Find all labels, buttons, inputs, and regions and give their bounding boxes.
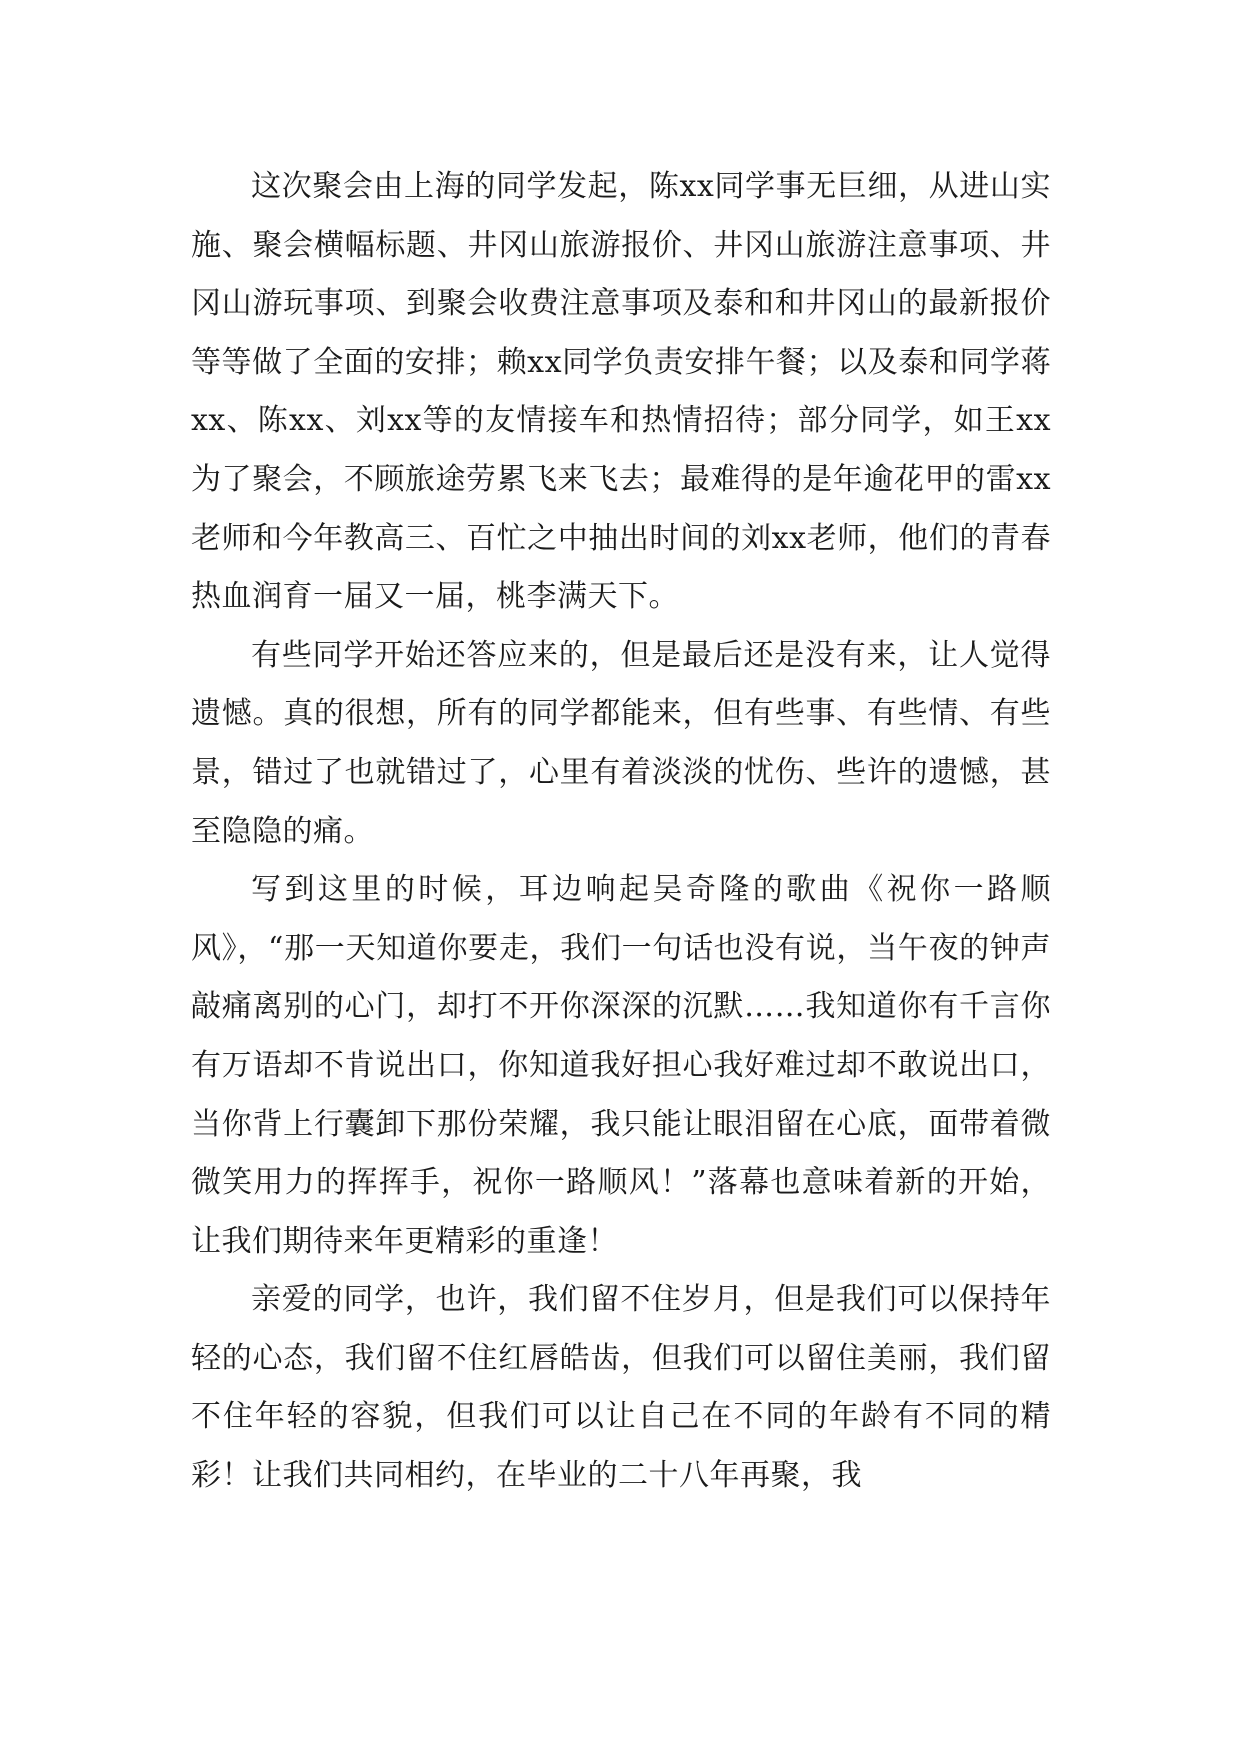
paragraph-organizers: 这次聚会由上海的同学发起，陈xx同学事无巨细，从进山实施、聚会横幅标题、井冈山旅游报价、井冈山旅游注意事项、井冈山游玩事项、到聚会收费注意事项及泰和和井冈山的最新报价等等做了全面的安排；赖xx同学负责安排午餐；以及泰和同学蒋xx、陈xx、刘xx等的友情接车和热情招待；部分同学，如王xx为了聚会，不顾旅途劳累飞来飞去；最难得的是年逾花甲的雷xx老师和今年教高三、百忙之中抽出时间的刘xx老师，他们的青春热血润育一届又一届，桃李满天下。	[191, 169, 1051, 615]
paragraph-song: 写到这里的时候，耳边响起吴奇隆的歌曲《祝你一路顺风》，“那一天知道你要走，我们一句话也没有说，当午夜的钟声敲痛离别的心门，却打不开你深深的沉默……我知道你有千言你有万语却不肯说出口，你知道我好担心我好难过却不敢说出口，当你背上行囊卸下那份荣耀，我只能让眼泪留在心底，面带着微微笑用力的挥挥手，祝你一路顺风！”落幕也意味着新的开始，让我们期待来年更精彩的重逢！	[191, 872, 1051, 1259]
paragraph-closing: 亲爱的同学，也许，我们留不住岁月，但是我们可以保持年轻的心态，我们留不住红唇皓齿，但我们可以留住美丽，我们留不住年轻的容貌，但我们可以让自己在不同的年龄有不同的精彩！让我们共同相约，在毕业的二十八年再聚，我	[191, 1282, 1051, 1494]
document-body	[191, 158, 1051, 1506]
paragraph-regret: 有些同学开始还答应来的，但是最后还是没有来，让人觉得遗憾。真的很想，所有的同学都能来，但有些事、有些情、有些景，错过了也就错过了，心里有着淡淡的忧伤、些许的遗憾，甚至隐隐的痛。	[191, 637, 1051, 849]
